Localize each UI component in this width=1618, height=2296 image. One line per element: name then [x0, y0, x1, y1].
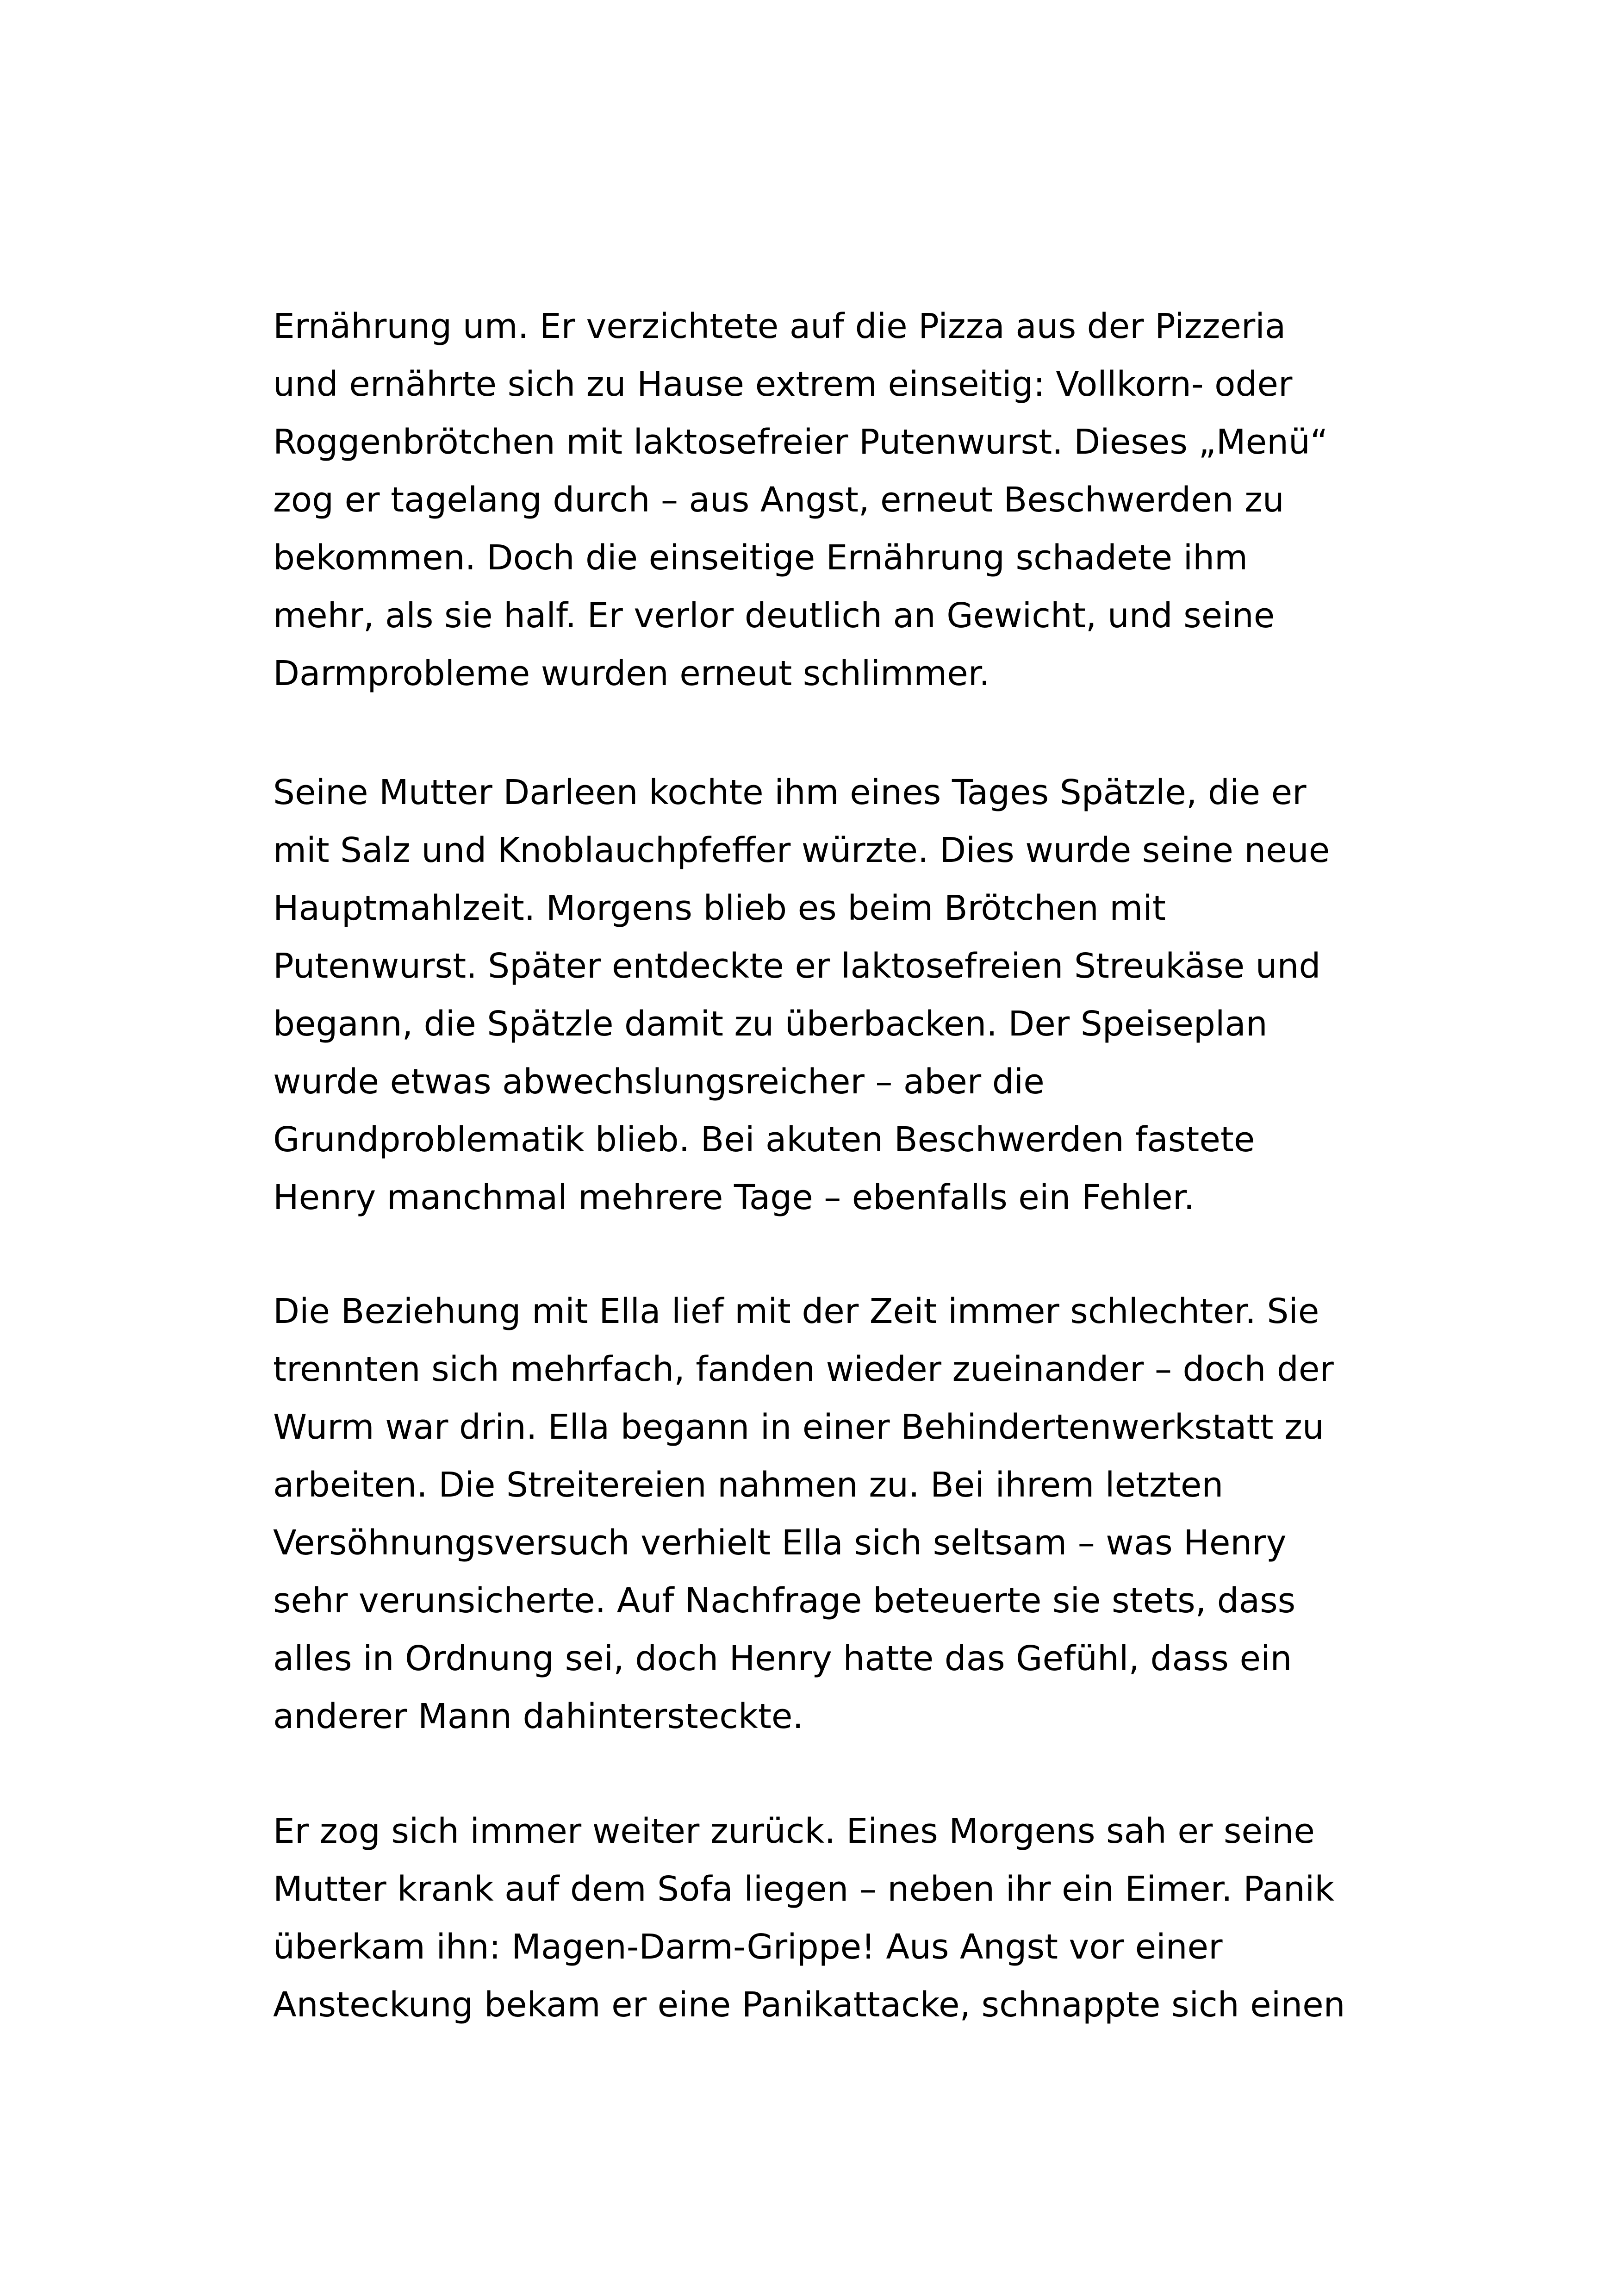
- text-line: Versöhnungsversuch verhielt Ella sich seltsam – was Henry: [273, 1523, 1287, 1563]
- text-line: Er zog sich immer weiter zurück. Eines Morgens sah er seine: [273, 1811, 1315, 1851]
- text-line: arbeiten. Die Streitereien nahmen zu. Bei ihrem letzten: [273, 1465, 1224, 1505]
- text-line: Ernährung um. Er verzichtete auf die Pizza aus der Pizzeria: [273, 306, 1286, 346]
- text-line: Ansteckung bekam er eine Panikattacke, schnappte sich einen: [273, 1985, 1345, 2025]
- text-line: mehr, als sie half. Er verlor deutlich an Gewicht, und seine: [273, 596, 1275, 636]
- text-line: Roggenbrötchen mit laktosefreier Putenwurst. Dieses „Menü“: [273, 422, 1328, 462]
- text-line: begann, die Spätzle damit zu überbacken. Der Speiseplan: [273, 1004, 1268, 1044]
- text-line: anderer Mann dahintersteckte.: [273, 1697, 803, 1736]
- text-line: Hauptmahlzeit. Morgens blieb es beim Brötchen mit: [273, 888, 1166, 928]
- text-line: Henry manchmal mehrere Tage – ebenfalls ein Fehler.: [273, 1178, 1195, 1217]
- text-line: bekommen. Doch die einseitige Ernährung schadete ihm: [273, 538, 1248, 578]
- text-line: Mutter krank auf dem Sofa liegen – neben ihr ein Eimer. Panik: [273, 1869, 1335, 1909]
- text-line: sehr verunsicherte. Auf Nachfrage beteuerte sie stets, dass: [273, 1581, 1296, 1621]
- text-line: Seine Mutter Darleen kochte ihm eines Tages Spätzle, die er: [273, 773, 1307, 812]
- text-line: zog er tagelang durch – aus Angst, erneut Beschwerden zu: [273, 480, 1284, 520]
- paragraph-2: [273, 764, 1393, 1227]
- text-line: Putenwurst. Später entdeckte er laktosefreien Streukäse und: [273, 946, 1321, 986]
- text-line: trennten sich mehrfach, fanden wieder zueinander – doch der: [273, 1349, 1334, 1389]
- paragraph-3: [273, 1283, 1393, 1746]
- text-line: überkam ihn: Magen-Darm-Grippe! Aus Angst vor einer: [273, 1927, 1223, 1967]
- text-line: Die Beziehung mit Ella lief mit der Zeit immer schlechter. Sie: [273, 1292, 1319, 1331]
- text-line: alles in Ordnung sei, doch Henry hatte das Gefühl, dass ein: [273, 1639, 1292, 1678]
- text-line: mit Salz und Knoblauchpfeffer würzte. Dies wurde seine neue: [273, 830, 1330, 870]
- text-line: wurde etwas abwechslungsreicher – aber die: [273, 1062, 1045, 1102]
- paragraph-4: [273, 1803, 1393, 2034]
- text-line: Darmprobleme wurden erneut schlimmer.: [273, 654, 990, 693]
- text-line: und ernährte sich zu Hause extrem einseitig: Vollkorn- oder: [273, 364, 1293, 404]
- paragraph-1: [273, 298, 1393, 703]
- text-line: Wurm war drin. Ella begann in einer Behindertenwerkstatt zu: [273, 1407, 1324, 1447]
- text-line: Grundproblematik blieb. Bei akuten Beschwerden fastete: [273, 1120, 1255, 1160]
